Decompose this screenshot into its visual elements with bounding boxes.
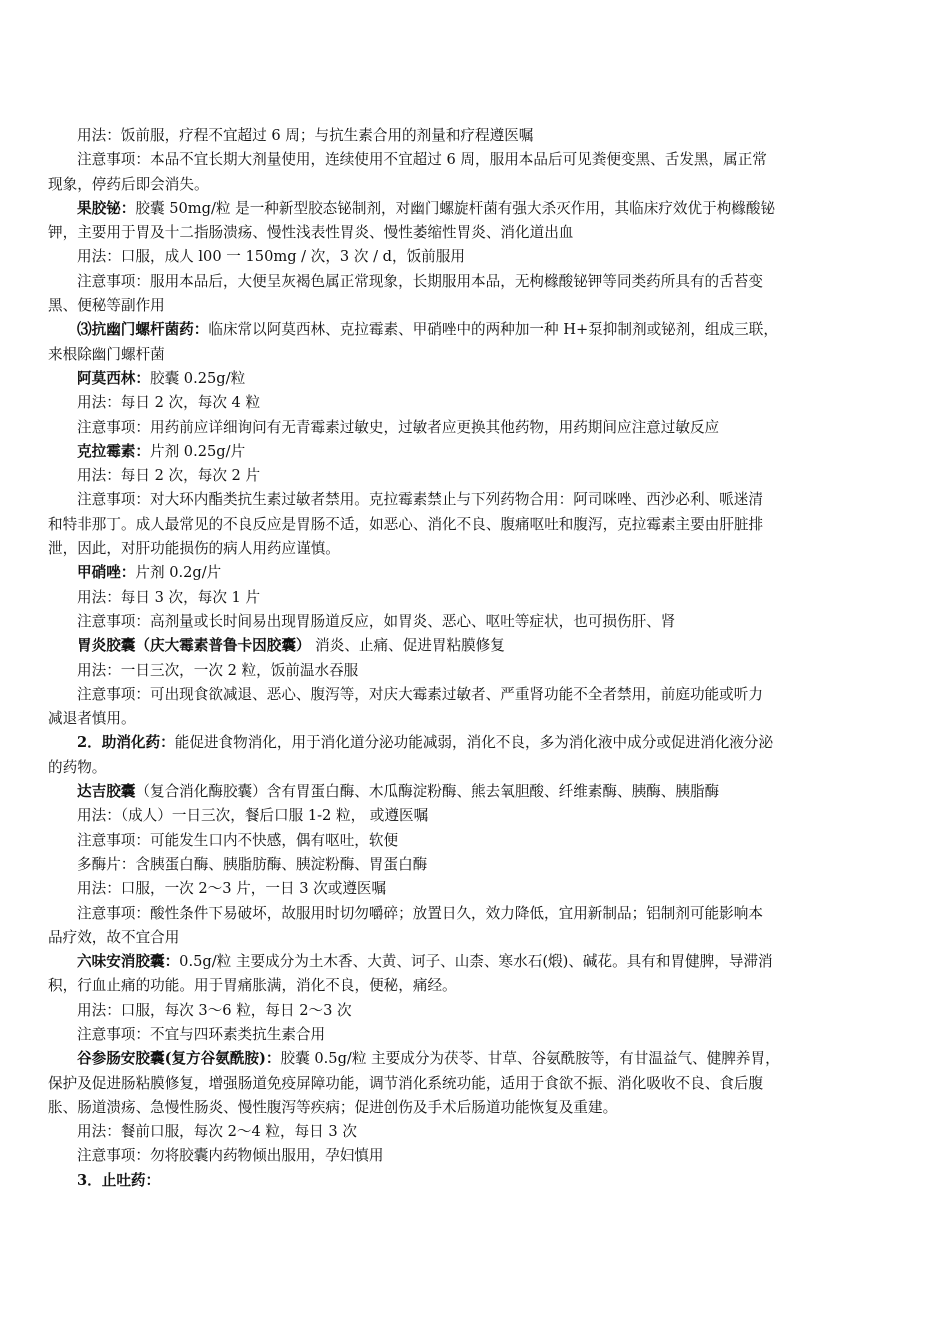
paragraph-text: 片剂 0.25g/片 [149, 442, 246, 460]
paragraph-text: 临床常以阿莫西林、克拉霉素、甲硝唑中的两种加一种 H+泵抑制剂或铋剂，组成三联， [208, 321, 778, 339]
paragraph-line [77, 440, 877, 464]
paragraph-line [77, 318, 877, 342]
paragraph-line [77, 610, 877, 634]
paragraph-line [77, 999, 877, 1023]
paragraph-continuation: 钾，主要用于胃及十二指肠溃疡、慢性浅表性胃炎、慢性萎缩性胃炎、消化道出血 [48, 224, 574, 242]
paragraph-text: 消炎、止痛、促进胃粘膜修复 [310, 637, 505, 655]
paragraph-line [77, 270, 877, 294]
paragraph-continuation: 胀、肠道溃疡、急慢性肠炎、慢性腹泻等疾病；促进创伤及手术后肠道功能恢复及重建。 [48, 1098, 618, 1116]
paragraph-line [77, 853, 877, 877]
paragraph-line [77, 197, 877, 221]
bold-heading: 2．助消化药： [77, 734, 175, 752]
paragraph-line [77, 902, 877, 926]
paragraph-line [77, 561, 877, 585]
paragraph-line [77, 829, 877, 853]
paragraph-text: 用法：口服，一次 2～3 片，一日 3 次或遵医嘱 [77, 880, 387, 898]
paragraph-continuation: 泄，因此，对肝功能损伤的病人用药应谨慎。 [48, 540, 340, 558]
paragraph-text: 注意事项：高剂量或长时间易出现胃肠道反应，如胃炎、恶心、呕吐等症状，也可损伤肝、肾 [77, 612, 676, 630]
paragraph-text: 胶囊 0.25g/粒 [149, 369, 246, 387]
paragraph-text: （复合消化酶胶囊）含有胃蛋白酶、木瓜酶淀粉酶、熊去氧胆酸、纤维素酶、胰酶、胰脂酶 [135, 783, 720, 801]
paragraph-line [77, 586, 877, 610]
paragraph-text: 注意事项：可出现食欲减退、恶心、腹泻等，对庆大霉素过敏者、严重肾功能不全者禁用，前庭功能或听力 [77, 685, 763, 703]
paragraph-text: 用法：一日三次，一次 2 粒，饭前温水吞服 [77, 661, 359, 679]
paragraph-text: 用法：餐前口服，每次 2～4 粒，每日 3 次 [77, 1123, 357, 1141]
paragraph-text: 注意事项：可能发生口内不快感，偶有呕吐，软便 [77, 831, 399, 849]
paragraph-line [77, 634, 877, 658]
paragraph-text: 0.5g/粒 主要成分为土木香、大黄、诃子、山柰、寒水石(煅)、碱花。具有和胃健脾，导滞消 [179, 953, 773, 971]
paragraph-continuation: 积，行血止痛的功能。用于胃痛胀满，消化不良，便秘，痛经。 [48, 977, 457, 995]
paragraph-line [77, 659, 877, 683]
paragraph-continuation: 减退者慎用。 [48, 710, 136, 728]
paragraph-text: 注意事项：勿将胶囊内药物倾出服用，孕妇慎用 [77, 1147, 384, 1165]
paragraph-continuation: 和特非那丁。成人最常见的不良反应是胃肠不适，如恶心、消化不良、腹痛呕吐和腹泻，克拉霉素主要由肝脏排 [48, 515, 764, 533]
paragraph-text: 胶囊 0.5g/粒 主要成分为茯苓、甘草、谷氨酰胺等，有甘温益气、健脾养胃， [280, 1050, 780, 1068]
paragraph-line [77, 1120, 877, 1144]
paragraph-text: 用法：每日 2 次，每次 2 片 [77, 467, 261, 485]
paragraph-line [77, 245, 877, 269]
paragraph-line [77, 877, 877, 901]
paragraph-text: 用法：每日 3 次，每次 1 片 [77, 588, 261, 606]
paragraph-line [77, 416, 877, 440]
paragraph-continuation: 来根除幽门螺杆菌 [48, 345, 165, 363]
paragraph-text: 注意事项：酸性条件下易破坏，故服用时切勿嚼碎；放置日久，效力降低，宜用新制品；铝制剂可能影响本 [77, 904, 763, 922]
paragraph-line [77, 391, 877, 415]
paragraph-line [77, 731, 877, 755]
paragraph-line [77, 1047, 877, 1071]
paragraph-text: 注意事项：服用本品后，大便呈灰褐色属正常现象，长期服用本品，无枸橼酸铋钾等同类药所具有的舌苔变 [77, 272, 763, 290]
paragraph-text: 片剂 0.2g/片 [135, 564, 222, 582]
paragraph-line [77, 1169, 877, 1193]
bold-heading: 六味安消胶囊： [77, 953, 180, 971]
bold-heading: 克拉霉素： [77, 442, 150, 460]
bold-heading: 阿莫西林： [77, 369, 150, 387]
paragraph-continuation: 现象，停药后即会消失。 [48, 175, 209, 193]
paragraph-text: 用法：饭前服，疗程不宜超过 6 周；与抗生素合用的剂量和疗程遵医嘱 [77, 127, 534, 144]
bold-heading: 谷参肠安胶囊(复方谷氨酰胺)： [77, 1050, 281, 1068]
bold-heading: 达吉胶囊 [77, 783, 136, 801]
bold-heading: 胃炎胶囊（庆大霉素普鲁卡因胶囊） [77, 637, 311, 655]
paragraph-line [77, 1144, 877, 1168]
paragraph-text: 用法：口服，每次 3～6 粒，每日 2～3 次 [77, 1001, 352, 1019]
paragraph-line [77, 464, 877, 488]
paragraph-continuation: 品疗效，故不宜合用 [48, 928, 180, 946]
bold-heading: ⑶抗幽门螺杆菌药： [77, 321, 209, 339]
paragraph-text: 用法：（成人）一日三次，餐后口服 1-2 粒， 或遵医嘱 [77, 807, 429, 825]
paragraph-line [77, 488, 877, 512]
paragraph-text: 注意事项：不宜与四环素类抗生素合用 [77, 1025, 326, 1043]
paragraph-text: 注意事项：本品不宜长期大剂量使用，连续使用不宜超过 6 周，服用本品后可见粪便变黑、舌发黑，属正常 [77, 151, 767, 169]
paragraph-line [77, 683, 877, 707]
paragraph-continuation: 的药物。 [48, 758, 107, 776]
paragraph-text: 多酶片：含胰蛋白酶、胰脂肪酶、胰淀粉酶、胃蛋白酶 [77, 855, 428, 873]
paragraph-line [77, 804, 877, 828]
paragraph-text: 注意事项：对大环内酯类抗生素过敏者禁用。克拉霉素禁止与下列药物合用：阿司咪唑、西沙必利、哌迷清 [77, 491, 763, 509]
paragraph-line [77, 148, 877, 172]
paragraph-line [77, 780, 877, 804]
paragraph-line [77, 367, 877, 391]
paragraph-text: 胶囊 50mg/粒 是一种新型胶态铋制剂，对幽门螺旋杆菌有强大杀灭作用，其临床疗效优于枸橼酸铋 [135, 199, 776, 217]
paragraph-line [77, 124, 877, 148]
paragraph-line [77, 1023, 877, 1047]
document-body [48, 124, 877, 1193]
paragraph-text: 用法：每日 2 次，每次 4 粒 [77, 394, 261, 412]
paragraph-line [77, 950, 877, 974]
paragraph-continuation: 保护及促进肠粘膜修复，增强肠道免疫屏障功能，调节消化系统功能，适用于食欲不振、消化吸收不良、食后腹 [48, 1074, 764, 1092]
bold-heading: 果胶铋： [77, 199, 136, 217]
bold-heading: 3．止吐药： [77, 1171, 161, 1189]
paragraph-continuation: 黑、便秘等副作用 [48, 297, 165, 315]
paragraph-text: 注意事项：用药前应详细询问有无青霉素过敏史，过敏者应更换其他药物，用药期间应注意过敏反应 [77, 418, 720, 436]
bold-heading: 甲硝唑： [77, 564, 136, 582]
paragraph-text: 能促进食物消化，用于消化道分泌功能减弱，消化不良，多为消化液中成分或促进消化液分泌 [174, 734, 774, 752]
paragraph-text: 用法：口服，成人 l00 一 150mg / 次，3 次 / d，饭前服用 [77, 248, 465, 266]
